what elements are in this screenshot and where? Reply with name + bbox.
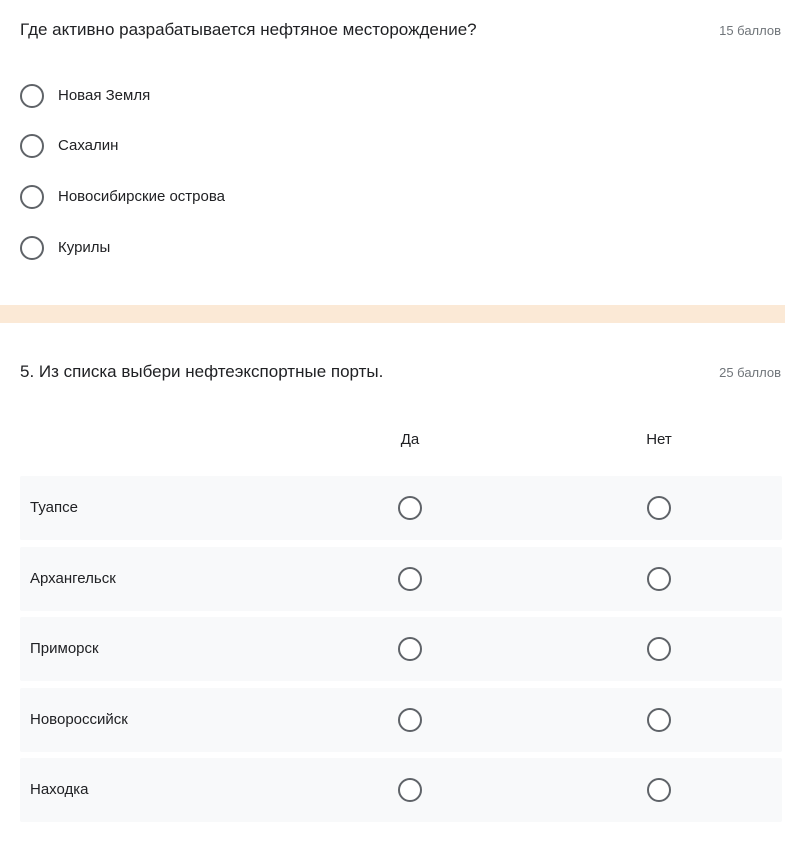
grid-row-label: Приморск — [30, 640, 99, 657]
question-card-oil-field — [0, 0, 785, 305]
radio-no-icon[interactable] — [647, 637, 671, 661]
option-novosibirsk-islands[interactable] — [20, 184, 225, 210]
option-kurils[interactable] — [20, 235, 110, 261]
question-title: Где активно разрабатывается нефтяное месторождение? — [20, 20, 477, 39]
radio-yes-icon[interactable] — [398, 496, 422, 520]
grid-row-arkhangelsk — [20, 547, 782, 611]
column-header-no: Нет — [646, 431, 672, 448]
radio-unchecked-icon[interactable] — [20, 236, 44, 260]
option-novaya-zemlya[interactable] — [20, 83, 150, 109]
radio-yes-icon[interactable] — [398, 708, 422, 732]
radio-no-icon[interactable] — [647, 708, 671, 732]
option-label: Новая Земля — [58, 87, 151, 104]
radio-no-icon[interactable] — [647, 567, 671, 591]
option-label: Сахалин — [58, 137, 119, 154]
grid-row-label: Находка — [30, 781, 89, 798]
option-label: Новосибирские острова — [58, 188, 225, 205]
question-points: 25 баллов — [719, 365, 781, 380]
radio-yes-icon[interactable] — [398, 567, 422, 591]
option-sakhalin[interactable] — [20, 133, 118, 159]
radio-no-icon[interactable] — [647, 778, 671, 802]
option-label: Курилы — [58, 239, 111, 256]
radio-no-icon[interactable] — [647, 496, 671, 520]
grid-row-nakhodka — [20, 758, 782, 822]
grid-row-label: Новороссийск — [30, 711, 128, 728]
radio-yes-icon[interactable] — [398, 778, 422, 802]
question-title: 5. Из списка выбери нефтеэкспортные порты. — [20, 362, 384, 381]
section-separator — [0, 305, 785, 323]
radio-yes-icon[interactable] — [398, 637, 422, 661]
radio-unchecked-icon[interactable] — [20, 84, 44, 108]
grid-row-novorossiysk — [20, 688, 782, 752]
question-card-export-ports — [0, 323, 785, 853]
grid-row-tuapse — [20, 476, 782, 540]
grid-row-primorsk — [20, 617, 782, 681]
radio-unchecked-icon[interactable] — [20, 134, 44, 158]
question-points: 15 баллов — [719, 23, 781, 38]
column-header-yes: Да — [400, 431, 420, 448]
radio-unchecked-icon[interactable] — [20, 185, 44, 209]
grid-row-label: Архангельск — [30, 570, 116, 587]
grid-row-label: Туапсе — [30, 499, 78, 516]
